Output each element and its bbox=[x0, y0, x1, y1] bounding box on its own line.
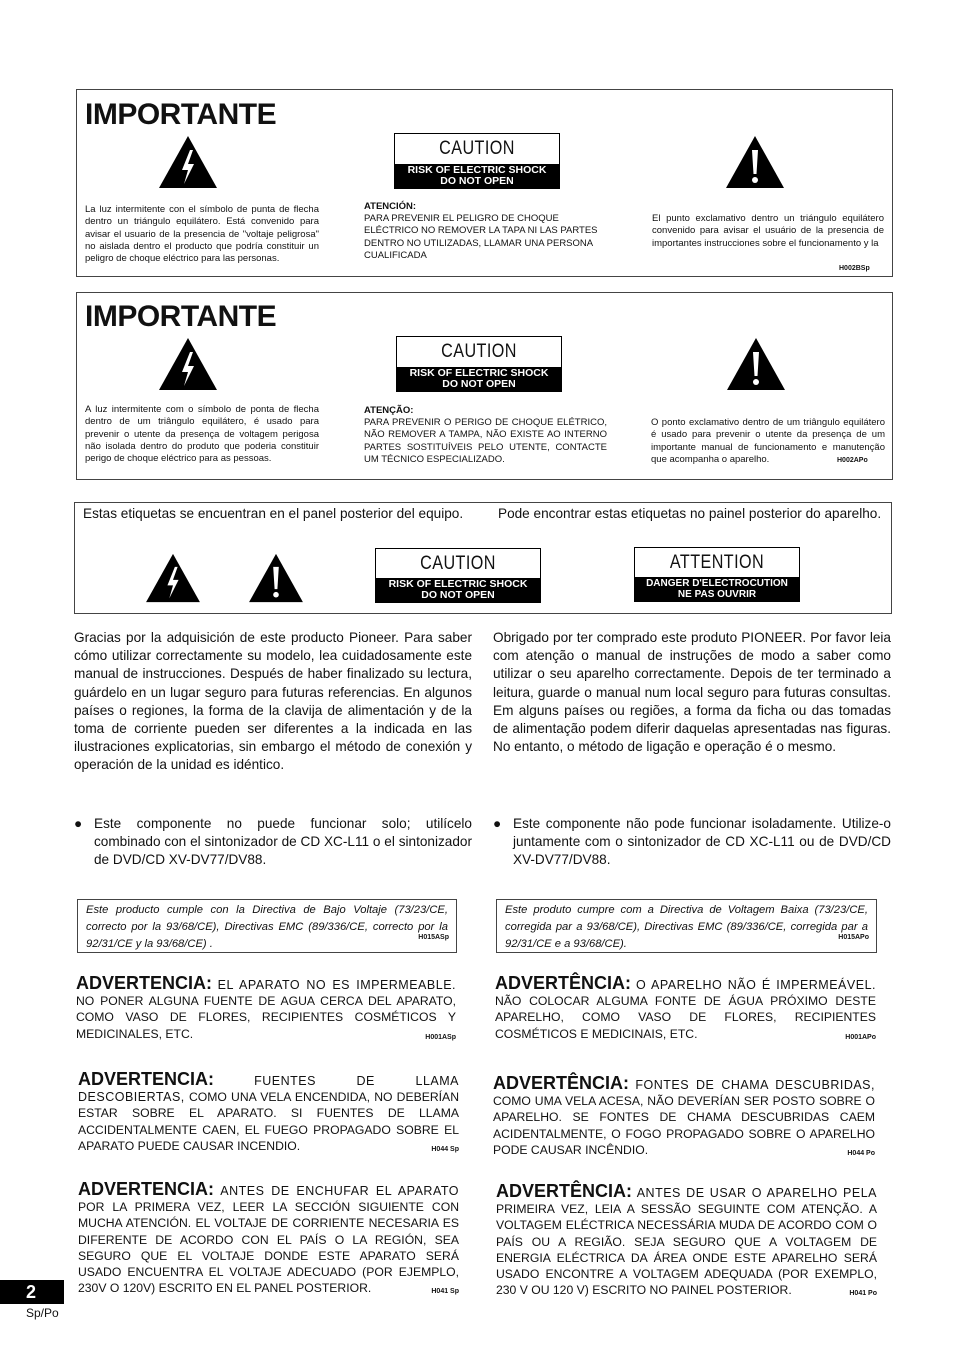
warning-subtitle: ANTES DE ENCHUFAR EL APARATO bbox=[220, 1184, 459, 1198]
caution-label bbox=[394, 133, 560, 189]
caution-line1: RISK OF ELECTRIC SHOCK bbox=[388, 578, 528, 591]
caution-subtext bbox=[376, 578, 540, 602]
caution-title: CAUTION bbox=[439, 137, 515, 159]
warning-code: H001APo bbox=[845, 1033, 876, 1041]
warning-code: H044 Po bbox=[847, 1149, 875, 1157]
warning-title: ADVERTÊNCIA: bbox=[496, 1181, 633, 1201]
warning-po-3 bbox=[496, 1183, 877, 1302]
bullet-text: Este componente não pode funcionar isoladamente. Utilize-o juntamente com o sintonizador de CD XC-L11 ou de DVD/CD XV-DV77/DV88. bbox=[513, 816, 891, 868]
warning-code: H001ASp bbox=[425, 1033, 456, 1041]
caution-line1: RISK OF ELECTRIC SHOCK bbox=[409, 366, 549, 379]
labels-text-es: Estas etiquetas se encuentran en el panel posterior del equipo. bbox=[83, 506, 464, 521]
panel-heading: IMPORTANTE bbox=[85, 98, 277, 131]
atencao-title: ATENÇÃO: bbox=[364, 405, 414, 416]
exclamation-warning-icon bbox=[246, 552, 306, 604]
directive-code: H015APo bbox=[838, 934, 869, 941]
warning-es-1 bbox=[76, 975, 456, 1046]
warning-body: NÃO COLOCAR ALGUMA FONTE DE ÁGUA PRÓXIMO DESTE APARELHO, COMO VASO DE FLORES, RECIPIENTES COSMÉTICOS E MEDICINAIS, ETC. bbox=[495, 994, 876, 1041]
attention-line1: DANGER D'ELECTROCUTION bbox=[646, 578, 788, 590]
labels-text-po: Pode encontrar estas etiquetas no painel posterior do aparelho. bbox=[498, 506, 882, 521]
lightning-warning-icon bbox=[157, 134, 219, 190]
warning-subtitle: FUENTES DE LLAMA DESCOBIERTAS, bbox=[78, 1074, 460, 1105]
warning-title: ADVERTENCIA: bbox=[76, 973, 213, 993]
warning-title: ADVERTÊNCIA: bbox=[493, 1073, 630, 1093]
warning-subtitle: ANTES DE USAR O APARELHO PELA bbox=[636, 1186, 878, 1200]
warning-title: ADVERTENCIA: bbox=[78, 1069, 215, 1089]
directive-code: H015ASp bbox=[418, 934, 449, 941]
directive-text: Este produto cumpre com a Directiva de Voltagem Baixa (73/23/CE, corregida par a 93/68/CE), Directivas EMC (89/336/CE, corregida par a 92/31/CE e a 93/68/CE). bbox=[505, 904, 868, 950]
atencion-title: ATENCIÓN: bbox=[364, 201, 417, 212]
caution-label bbox=[396, 336, 562, 392]
exclamation-description: O ponto exclamativo dentro de um triângulo equilátero é usado para prevenir o utente da presença de um importante manual de funcionamento e manutenção que acompanha o aparelho. bbox=[651, 417, 885, 465]
warning-subtitle: O APARELHO NÃO É IMPERMEÁVEL. bbox=[635, 978, 876, 992]
warning-po-2 bbox=[493, 1075, 875, 1162]
warning-body: NO PONER ALGUNA FUENTE DE AGUA CERCA DEL APARATO, COMO VASO DE FLORES, RECIPIENTES COSMÉTICOS Y MEDICINALES, ETC. bbox=[76, 994, 456, 1041]
warning-es-3 bbox=[78, 1181, 459, 1300]
panel-code: H002APo bbox=[837, 457, 868, 464]
warning-body: PRIMEIRA VEZ, LEIA A SESSÃO SEGUINTE COM ATENÇÃO. A VOLTAGEM ELÉCTRICA NECESSÁRIA MUDA DE ACORDO COM O PAÍS OU A REGIÃO. SEJA SEGURO QUE A VOLTAGEM DE ENERGIA ELÉCTRICA DA ÁREA ONDE ESTE APARELHO SERÁ USADO ENCONTRE A VOLTAGEM ADEQUADA (POR EXEMPLO, 230 V OU 120 V) ESCRITO NO PAINEL POSTERIOR. bbox=[496, 1202, 877, 1298]
attention-title: ATTENTION bbox=[669, 551, 765, 573]
warning-es-2 bbox=[78, 1071, 459, 1158]
bullet-note-po bbox=[493, 815, 891, 870]
intro-text-es: Gracias por la adquisición de este producto Pioneer. Para saber cómo utilizar correctamente su modelo, lea cuidadosamente este manual de instrucciones. Después de haber finalizado su lectura, guárdelo en un lugar seguro para futuras referencias. En algunos países o regiones, la forma de la clavija de alimentación y de la toma de corriente pueden ser diferentes a la indicada en las ilustraciones explicatorias, sin embargo el método de conexión y operación de la unidad es idéntico. bbox=[74, 630, 472, 773]
attention-line2: NE PAS OUVRIR bbox=[677, 589, 757, 601]
caution-title: CAUTION bbox=[420, 552, 496, 574]
caution-subtext bbox=[397, 367, 561, 391]
attention-subtext bbox=[635, 577, 799, 601]
directive-box-po bbox=[496, 899, 877, 953]
attention-label bbox=[634, 547, 800, 602]
intro-text-po: Obrigado por ter comprado este produto PIONEER. Por favor leia com atenção o manual de instruções de modo a saber como utilizar o seu aparelho correctamente. Depois de ter terminado a leitura, guarde o manual num local seguro para futuras consultas. Em alguns países ou regiões, a forma da ficha ou das tomadas de alimentação podem diferir daquelas apresentadas nas figuras. No entanto, o método de ligação e operação é o mesmo. bbox=[493, 630, 891, 755]
rear-labels-panel bbox=[74, 502, 892, 614]
lightning-description: La luz intermitente con el símbolo de punta de flecha dentro un triángulo equilátero. Está convenido para avisar el usuario de la presencia de "voltaje peligrosa" no aislada dentro el producto que podría constituir un peligro de choque eléctrico para las personas. bbox=[85, 204, 319, 265]
warning-body: COMO UNA VELA ENCENDIDA, NO DEBERÍAN ESTAR SOBRE EL APARATO. SI FUENTES DE LLAMA ACCIDENTALMENTE CAEN, EL FUEGO PROPAGADO SOBRE EL APARATO PUEDE CAUSAR INCENDIO. bbox=[78, 1090, 459, 1153]
caution-label bbox=[375, 548, 541, 603]
panel-code: H002BSp bbox=[839, 265, 870, 272]
warning-body: COMO UMA VELA ACESA, NÃO DEVERÍAN SER POSTO SOBRE O APARELHO. SE FONTES DE CHAMA DESCUBRIDAS CAEM ACIDENTALMENTE, O FOGO PROPAGADO SOBRE O APARELHO PODE CAUSAR INCÊNDIO. bbox=[493, 1094, 875, 1157]
warning-subtitle: FONTES DE CHAMA DESCUBRIDAS, bbox=[635, 1078, 875, 1092]
directive-text: Este producto cumple con la Directiva de Bajo Voltaje (73/23/CE, correcto por la 93/68/CE), Directivas EMC (89/336/CE, correcto por la 92/31/CE y la 93/68/CE) . bbox=[86, 904, 448, 950]
bullet-icon: ● bbox=[493, 816, 502, 831]
importante-panel-po bbox=[76, 292, 893, 480]
caution-line2: DO NOT OPEN bbox=[440, 174, 514, 187]
lightning-description: A luz intermitente com o símbolo de ponta de flecha dentro de um triângulo equilátero, é usado para prevenir o utente da presença de voltagem perigosa não isolada dentro do produto que poderia constituir perigo de choque eléctrico para as pessoas. bbox=[85, 404, 319, 465]
language-code: Sp/Po bbox=[26, 1306, 59, 1320]
lightning-warning-icon bbox=[157, 336, 219, 392]
warning-body: POR LA PRIMERA VEZ, LEER LA SECCIÓN SIGUIENTE CON MUCHA ATENCIÓN. EL VOLTAJE DE CORRIENTE NECESARIA ES DIFERENTE DE ACORDO CON EL PAÍS O LA REGIÓN, SEA SEGURO QUE EL VOLTAJE DONDE ESTE APARATO SERÁ USADO ENCUENTRA EL VOLTAJE ADECUADO (POR EJEMPLO, 230V O 120V) ESCRITO EN EL PANEL POSTERIOR. bbox=[78, 1200, 459, 1296]
atencion-text: PARA PREVENIR EL PELIGRO DE CHOQUE ELÉCTRICO NO REMOVER LA TAPA NI LAS PARTES DENTRO NO UTILIZADAS, LLAMAR UNA PERSONA CUALIFICADA bbox=[364, 213, 598, 261]
warning-subtitle: EL APARATO NO ES IMPERMEABLE. bbox=[217, 978, 456, 992]
importante-panel-es bbox=[76, 89, 893, 277]
warning-title: ADVERTENCIA: bbox=[78, 1179, 215, 1199]
warning-title: ADVERTÊNCIA: bbox=[495, 973, 632, 993]
page-number: 2 bbox=[0, 1280, 64, 1304]
exclamation-description: El punto exclamativo dentro un triángulo equilátero convenido para avisar el usuário de la presencia de importantes instrucciones sobre el funcionamento y la bbox=[652, 213, 884, 249]
atencao-text: PARA PREVENIR O PERIGO DE CHOQUE ELÉTRICO, NÃO REMOVER A TAMPA, NÃO EXISTE AO INTERNO PARTES SOSTITUÍVEIS PELO UTENTE, CONTACTE UM TÉCNICO ESPECIALIZADO. bbox=[364, 417, 607, 465]
exclamation-warning-icon bbox=[724, 134, 786, 190]
caution-line2: DO NOT OPEN bbox=[442, 377, 516, 390]
bullet-note-es bbox=[74, 815, 472, 870]
bullet-text: Este componente no puede funcionar solo; utilícelo combinado con el sintonizador de CD XC-L11 o el sintonizador de DVD/CD XV-DV77/DV88. bbox=[94, 816, 472, 868]
caution-subtext bbox=[395, 164, 559, 188]
caution-line1: RISK OF ELECTRIC SHOCK bbox=[407, 163, 547, 176]
caution-line2: DO NOT OPEN bbox=[421, 589, 495, 602]
warning-code: H044 Sp bbox=[431, 1145, 459, 1153]
directive-box-es bbox=[77, 899, 457, 953]
panel-heading: IMPORTANTE bbox=[85, 300, 277, 333]
exclamation-warning-icon bbox=[725, 336, 787, 392]
caution-title: CAUTION bbox=[441, 340, 517, 362]
warning-code: H041 Sp bbox=[431, 1288, 459, 1296]
warning-po-1 bbox=[495, 975, 876, 1046]
bullet-icon: ● bbox=[74, 816, 83, 831]
lightning-warning-icon bbox=[143, 552, 203, 604]
warning-code: H041 Po bbox=[849, 1290, 877, 1298]
